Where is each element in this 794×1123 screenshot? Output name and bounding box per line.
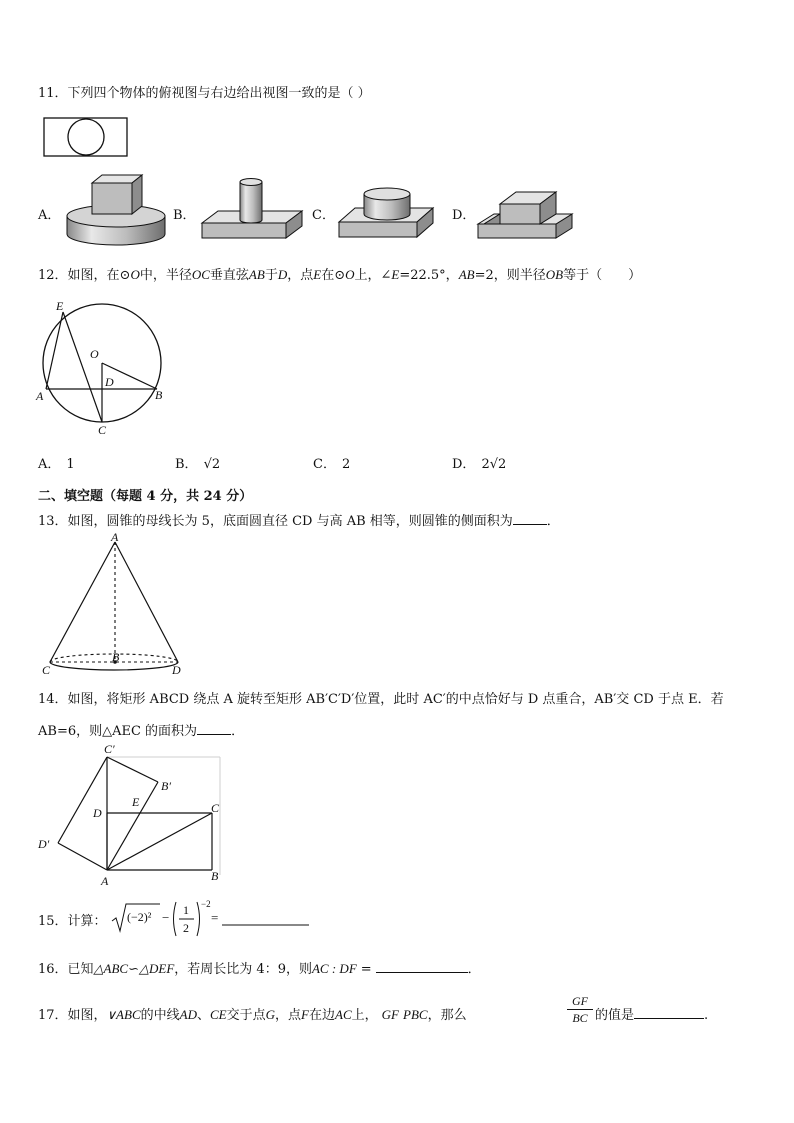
- q11-option-d-figure: [476, 186, 576, 242]
- q14-label-b1: B′: [161, 779, 171, 793]
- section-2-title: 二、填空题（每题 4 分，共 24 分）: [38, 489, 253, 504]
- q16-answer-blank: [376, 972, 468, 973]
- q17-t2: 、: [196, 1008, 210, 1023]
- q16-triangle-abc: △ABC: [93, 961, 129, 976]
- q14-line1: 14．如图，将矩形 ABCD 绕点 A 旋转至矩形 AB′C′D′位置，此时 AC′的中点恰好与 D 点重合，AB′交 CD 于点 E．若: [38, 692, 724, 707]
- q17-t8: 的值是: [595, 1008, 635, 1023]
- q12-sym-ab: AB: [248, 267, 265, 282]
- q14-label-a: A: [101, 874, 109, 888]
- q12-t6: 在⊙: [321, 268, 346, 283]
- q12-t1: 12．如图，在⊙: [38, 268, 131, 283]
- q15-equals: =: [211, 910, 219, 925]
- q12-label-o: O: [90, 347, 99, 361]
- q14-line2-end: ．: [231, 724, 245, 739]
- q14-line2: [38, 720, 244, 739]
- q12-t9: =2，则半径: [474, 268, 546, 283]
- q16-mid: ，若周长比为 4：9，则: [174, 962, 312, 977]
- q14-rectangle-figure: [36, 740, 226, 888]
- q12-option-c-value: 2: [341, 457, 351, 472]
- q13-text: [38, 510, 560, 529]
- q15-exponent: −2: [201, 899, 211, 909]
- q12-option-d-value: 2√2: [481, 457, 507, 472]
- q17-t3: 交于点: [226, 1008, 266, 1023]
- q12-sym-o2: O: [345, 267, 355, 282]
- q12-option-d-label: D．: [452, 457, 476, 472]
- q17-tail: [595, 1004, 708, 1023]
- q17-t4: ，点: [275, 1008, 302, 1023]
- q17-tri: ∨ABC: [106, 1007, 141, 1022]
- q12-sym-d: D: [277, 267, 288, 282]
- q12-t3: 垂直弦: [209, 268, 249, 283]
- q14-label-b: B: [211, 869, 219, 883]
- q17-gf: GF: [381, 1007, 399, 1022]
- q12-text: [38, 264, 641, 283]
- q17-text: [38, 1004, 467, 1023]
- q11-option-b-figure: [200, 176, 304, 242]
- q12-sym-e: E: [313, 267, 322, 282]
- q12-option-d: [452, 453, 506, 472]
- q12-sym-ab2: AB: [458, 267, 475, 282]
- q14-label-d1: D′: [38, 837, 50, 851]
- q13-text-end: ．: [546, 514, 560, 529]
- q14-answer-blank: [197, 734, 231, 735]
- q13-label-c: C: [42, 663, 51, 677]
- q12-option-b: [175, 453, 220, 472]
- q11-option-b-label: B．: [173, 208, 196, 223]
- q17-fraction: [567, 994, 593, 1025]
- q11-option-a-figure: [64, 172, 168, 248]
- q17-t6: 上，: [351, 1008, 378, 1023]
- q12-t2: 中，半径: [139, 268, 192, 283]
- q12-sym-e2: E: [391, 267, 400, 282]
- q14-line2-text: AB=6，则△AEC 的面积为: [38, 724, 198, 739]
- q12-t5: ，点: [287, 268, 314, 283]
- q11-option-d-label: D．: [452, 208, 476, 223]
- q14-label-c: C: [211, 801, 220, 815]
- q12-option-c-label: C．: [313, 457, 336, 472]
- q12-option-c: [313, 453, 350, 472]
- q11-option-c-label: C．: [312, 208, 335, 223]
- q13-cone-figure: [38, 530, 188, 680]
- q12-t7: 上，∠: [354, 268, 392, 283]
- q11-option-a-label: A．: [38, 208, 61, 223]
- q14-label-c1: C′: [104, 742, 115, 756]
- q17-parallel: P: [403, 1007, 411, 1022]
- q16-text: [38, 958, 481, 977]
- q12-label-b: B: [155, 388, 163, 402]
- q13-label-d: D: [172, 663, 181, 677]
- q12-label-a: A: [36, 389, 44, 403]
- q17-end: .: [704, 1008, 709, 1023]
- q17-g: G: [265, 1007, 276, 1022]
- q12-circle-figure: [34, 298, 174, 438]
- q13-label-a: A: [111, 530, 119, 544]
- q12-sym-o: O: [130, 267, 140, 282]
- q16-eq: =: [360, 962, 372, 977]
- q17-ce: CE: [210, 1007, 227, 1022]
- q14-label-e: E: [132, 795, 140, 809]
- q17-bc: BC: [410, 1007, 428, 1022]
- q12-option-b-label: B．: [175, 457, 198, 472]
- q17-t7: ，那么: [427, 1008, 467, 1023]
- q16-pre: 16．已知: [38, 962, 94, 977]
- q12-t8: =22.5°，: [399, 268, 459, 283]
- q15-expression: [110, 898, 315, 944]
- q15-fraction-num: 1: [183, 903, 189, 917]
- q12-option-a-value: 1: [66, 457, 75, 472]
- q11-text: 11．下列四个物体的俯视图与右边给出视图一致的是（ ）: [38, 86, 371, 101]
- q17-answer-blank: [634, 1018, 704, 1019]
- q17-t5: 在边: [309, 1008, 336, 1023]
- q12-option-a-label: A．: [38, 457, 61, 472]
- q12-label-c: C: [98, 423, 107, 437]
- q17-fraction-den: BC: [572, 1011, 588, 1025]
- q17-pre: 17．如图，: [38, 1008, 107, 1023]
- q13-text-body: 13．如图，圆锥的母线长为 5，底面圆直径 CD 与高 AB 相等，则圆锥的侧面积为: [38, 514, 513, 529]
- q15-minus: −: [162, 910, 170, 925]
- q16-ratio: AC : DF: [311, 961, 357, 976]
- q17-fraction-bar: [567, 1009, 593, 1010]
- q15-radicand: (−2)²: [127, 910, 152, 924]
- q16-end: ．: [467, 962, 481, 977]
- q16-triangle-def: △DEF: [139, 961, 175, 976]
- q12-label-e: E: [56, 299, 64, 313]
- q13-answer-blank: [513, 524, 547, 525]
- q17-fraction-num: GF: [572, 994, 588, 1008]
- q17-t1: 的中线: [140, 1008, 180, 1023]
- q12-option-a: [38, 453, 75, 472]
- q12-t10: 等于（ ）: [563, 268, 642, 283]
- q12-sym-ob: OB: [545, 267, 564, 282]
- q12-option-b-value: √2: [203, 457, 221, 472]
- q15-fraction-den: 2: [183, 921, 189, 935]
- q11-reference-view: [43, 117, 129, 159]
- q12-sym-oc: OC: [191, 267, 210, 282]
- q17-f: F: [301, 1007, 309, 1022]
- q17-ac: AC: [335, 1007, 352, 1022]
- q15-label: 15．计算：: [38, 914, 107, 929]
- q11-option-c-figure: [337, 184, 435, 242]
- q12-label-d: D: [105, 375, 114, 389]
- q12-t4: 于: [264, 268, 278, 283]
- q17-ad: AD: [179, 1007, 197, 1022]
- q13-label-b: B: [112, 650, 120, 664]
- q16-similar: ∽: [128, 962, 140, 977]
- q14-label-d: D: [93, 806, 102, 820]
